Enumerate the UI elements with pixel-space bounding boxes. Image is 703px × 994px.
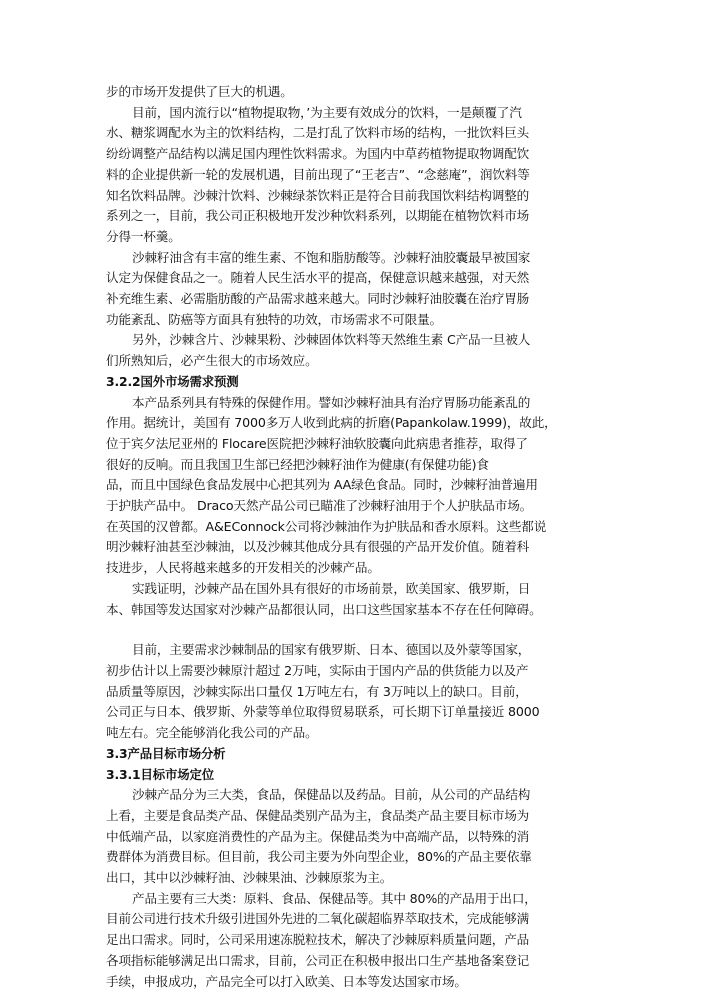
- text-line: 在英国的汉曾都。A&EConnock公司将沙棘油作为护肤品和香水原料。这些都说: [106, 518, 547, 534]
- text-line: 出口，其中以沙棘籽油、沙棘果油、沙棘原浆为主。: [106, 870, 393, 886]
- text-line: 足出口需求。同时，公司采用速冻脱粒技术，解决了沙棘原料质量问题，产品: [106, 932, 530, 948]
- text-line: 品，而且中国绿色食品发展中心把其列为 AA绿色食品。同时，沙棘籽油普遍用: [106, 477, 538, 493]
- paragraph-start: 沙棘产品分为三大类，食品，保健品以及药品。目前，从公司的产品结构: [132, 787, 531, 803]
- text-line: 初步估计以上需要沙棘原汁超过 2万吨，实际由于国内产品的供货能力以及产: [106, 662, 529, 678]
- text-line: 分得一杯羹。: [106, 228, 181, 244]
- text-line: 本、韩国等发达国家对沙棘产品都很认同，出口这些国家基本不存在任何障碍。: [106, 601, 542, 617]
- text-line: 作用。据统计，美国有 7000多万人收到此病的折磨(Papankolaw.1999)，故此，: [106, 415, 557, 431]
- text-line: 中低端产品，以家庭消费性的产品为主。保健品类为中高端产品，以特殊的消: [106, 828, 530, 844]
- text-line: 纷纷调整产品结构以满足国内理性饮料需求。为国内中草药植物提取物调配饮: [106, 146, 530, 162]
- section-heading: 3.3产品目标市场分析: [106, 745, 226, 761]
- text-line: 功能紊乱、防癌等方面具有独特的功效，市场需求不可限量。: [106, 311, 442, 327]
- subsection-heading: 3.3.1目标市场定位: [106, 766, 214, 782]
- paragraph-start: 产品主要有三大类：原料、食品、保健品等。其中 80%的产品用于出口，: [132, 890, 537, 906]
- text-line: 公司正与日本、俄罗斯、外蒙等单位取得贸易联系，可长期下订单量接近 8000: [106, 704, 540, 720]
- text-line: 技进步，人民将越来越多的开发相关的沙棘产品。: [106, 560, 380, 576]
- text-line: 目前公司进行技术升级引进国外先进的二氧化碳超临界萃取技术，完成能够满: [106, 911, 530, 927]
- text-line: 知名饮料品牌。沙棘汁饮料、沙棘绿茶饮料正是符合目前我国饮料结构调整的: [106, 187, 530, 203]
- text-line: 品质量等原因，沙棘实际出口量仅 1万吨左右，有 3万吨以上的缺口。目前，: [106, 683, 528, 699]
- paragraph-gap: [106, 620, 625, 640]
- text-line: 很好的反响。而且我国卫生部已经把沙棘籽油作为健康(有保健功能)食: [106, 456, 489, 472]
- paragraph-start: 本产品系列具有特殊的保健作用。譬如沙棘籽油具有治疗胃肠功能紊乱的: [132, 394, 531, 410]
- text-line: 们所熟知后，必产生很大的市场效应。: [106, 353, 318, 369]
- text-line: 明沙棘籽油甚至沙棘油，以及沙棘其他成分具有很强的产品开发价值。随着科: [106, 539, 530, 555]
- text-line: 手续，申报成功，产品完全可以打入欧美、日本等发达国家市场。: [106, 973, 467, 989]
- text-line: 各项指标能够满足出口需求，目前，公司正在积极申报出口生产基地备案登记: [106, 952, 530, 968]
- paragraph-start: 实践证明，沙棘产品在国外具有很好的市场前景，欧美国家、俄罗斯，日: [132, 580, 531, 596]
- paragraph-start: 沙棘籽油含有丰富的维生素、不饱和脂肪酸等。沙棘籽油胶囊最早被国家: [132, 249, 531, 265]
- text-line: 上看，主要是食品类产品、保健品类别产品为主，食品类产品主要目标市场为: [106, 807, 530, 823]
- text-line: 补充维生素、必需脂肪酸的产品需求越来越大。同时沙棘籽油胶囊在治疗胃肠: [106, 291, 530, 307]
- paragraph-start: 目前，国内流行以“植物提取物，’为主要有效成分的饮料，一是颠覆了汽: [132, 104, 522, 120]
- text-line: 费群体为消费目标。但目前，我公司主要为外向型企业，80%的产品主要依靠: [106, 849, 532, 865]
- paragraph-start: 目前，主要需求沙棘制品的国家有俄罗斯、日本、德国以及外蒙等国家，: [132, 642, 531, 658]
- text-line: 位于宾夕法尼亚州的 Flocare医院把沙棘籽油软胶囊向此病患者推荐，取得了: [106, 435, 528, 451]
- text-line: 认定为保健食品之一。随着人民生活水平的提高，保健意识越来越强，对天然: [106, 270, 530, 286]
- text-line: 系列之一，目前，我公司正积极地开发沙种饮料系列，以期能在植物饮料市场: [106, 208, 530, 224]
- section-heading: 3.2.2国外市场需求预测: [106, 373, 239, 389]
- text-line: 步的市场开发提供了巨大的机遇。: [106, 84, 293, 99]
- text-line: 料的企业提供新一轮的发展机遇，目前出现了“王老吉”、“念慈庵”，润饮料等: [106, 166, 530, 182]
- text-line: 吨左右。完全能够消化我公司的产品。: [106, 725, 318, 741]
- paragraph-start: 另外，沙棘含片、沙棘果粉、沙棘固体饮料等天然维生素 C产品一旦被人: [132, 332, 531, 348]
- text-line: 水、糖浆调配水为主的饮料结构，二是打乱了饮料市场的结构，一批饮料巨头: [106, 125, 530, 141]
- text-line: 于护肤产品中。 Draco天然产品公司已瞄准了沙棘籽油用于个人护肤品市场。: [106, 498, 533, 514]
